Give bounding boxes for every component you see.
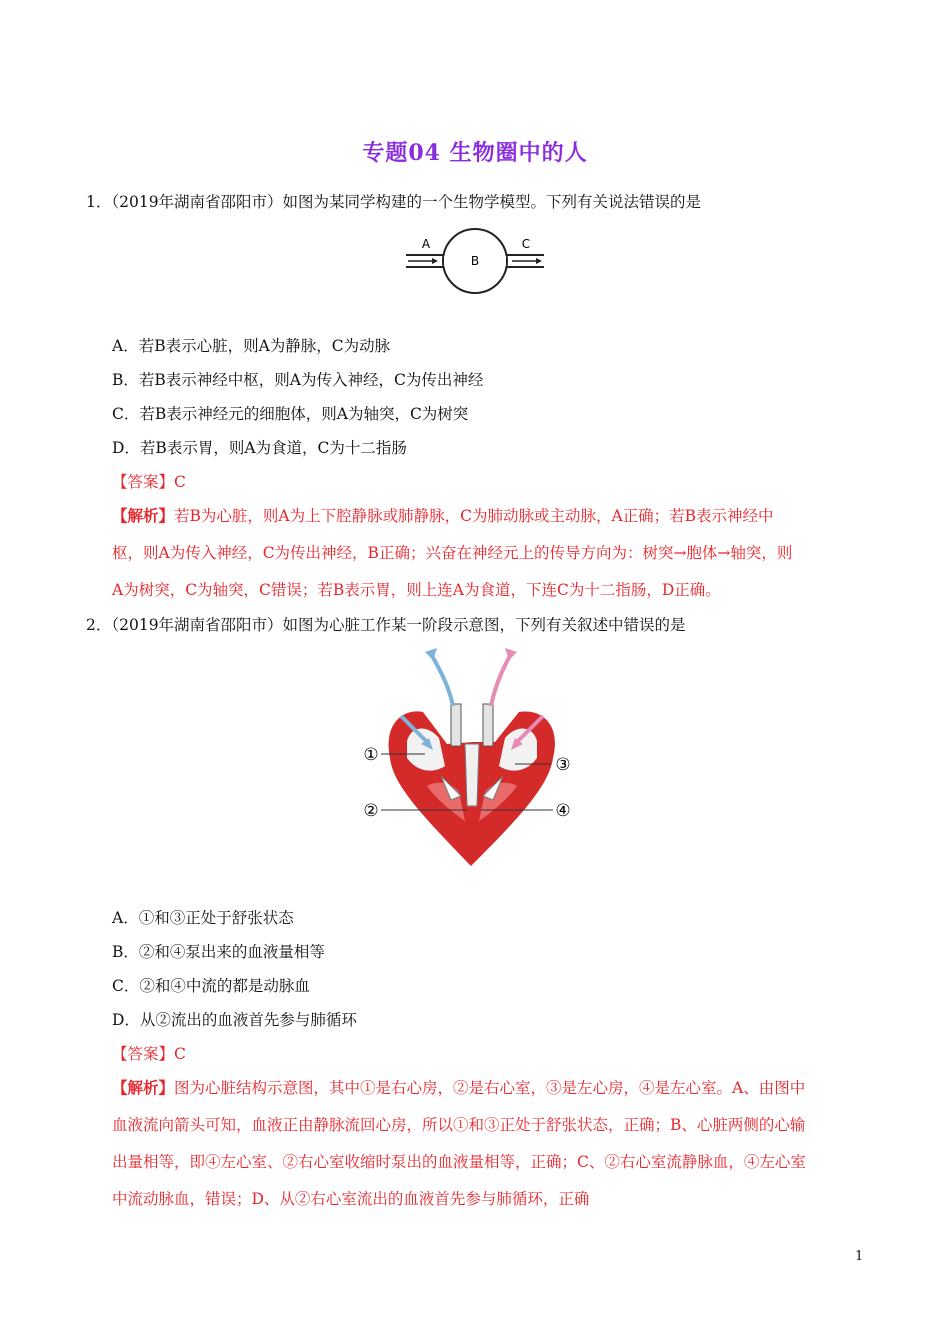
question-1-figure xyxy=(400,228,550,298)
analysis-line: 枢，则A为传入神经，C为传出神经，B正确；兴奋在神经元上的传导方向为：树突→胞体→轴突，则 xyxy=(112,544,793,562)
blue-arrow-up xyxy=(431,654,453,706)
flow-arrowhead-right xyxy=(536,258,542,264)
analysis-line: 血液流向箭头可知，血液正由静脉流回心房，所以①和③正处于舒张状态，正确；B、心脏两侧的心输 xyxy=(112,1116,806,1134)
label-c: C xyxy=(521,237,531,251)
center-septum xyxy=(465,744,479,806)
question-1-stem: 1．（2019年湖南省邵阳市）如图为某同学构建的一个生物学模型。下列有关说法错误的是 xyxy=(86,193,702,211)
question-2-option-c: C．②和④中流的都是动脉血 xyxy=(112,977,310,995)
pink-arrow-up xyxy=(491,654,511,706)
label-1: ① xyxy=(363,745,379,765)
question-2-option-a: A．①和③正处于舒张状态 xyxy=(112,909,294,927)
label-2: ② xyxy=(363,801,379,821)
analysis-line: A为树突，C为轴突，C错误；若B表示胃，则上连A为食道，下连C为十二指肠，D正确。 xyxy=(112,581,721,599)
question-1-option-c: C．若B表示神经元的细胞体，则A为轴突，C为树突 xyxy=(112,405,469,423)
page-title: 专题04 生物圈中的人 xyxy=(362,140,588,166)
question-2-option-b: B．②和④泵出来的血液量相等 xyxy=(112,943,325,961)
flow-arrowhead-left xyxy=(432,258,438,264)
question-2-option-d: D．从②流出的血液首先参与肺循环 xyxy=(112,1011,357,1029)
question-1-analysis xyxy=(112,497,864,609)
question-2-stem: 2．（2019年湖南省邵阳市）如图为心脏工作某一阶段示意图，下列有关叙述中错误的是 xyxy=(86,616,686,634)
analysis-label: 【解析】 xyxy=(112,1078,175,1097)
question-2-analysis xyxy=(112,1069,864,1218)
aorta-vessel xyxy=(451,704,461,746)
analysis-line: 中流动脉血，错误；D、从②右心室流出的血液首先参与肺循环，正确 xyxy=(112,1190,590,1208)
page-number: 1 xyxy=(855,1249,864,1264)
analysis-line: 图为心脏结构示意图，其中①是右心房，②是右心室，③是左心房，④是左心室。A、由图中 xyxy=(174,1079,806,1097)
heart-diagram xyxy=(355,646,590,871)
question-1-answer: 【答案】C xyxy=(112,473,186,491)
question-1-option-d: D．若B表示胃，则A为食道，C为十二指肠 xyxy=(112,439,407,457)
question-2-answer: 【答案】C xyxy=(112,1045,186,1063)
label-b: B xyxy=(470,254,480,268)
analysis-line: 出量相等，即④左心室、②右心室收缩时泵出的血液量相等，正确；C、②右心室流静脉血，④左心室 xyxy=(112,1153,806,1171)
label-4: ④ xyxy=(555,801,571,821)
pulmonary-vessel xyxy=(483,704,493,746)
analysis-label: 【解析】 xyxy=(112,506,175,525)
analysis-line: 若B为心脏，则A为上下腔静脉或肺静脉，C为肺动脉或主动脉，A正确；若B表示神经中 xyxy=(174,507,774,525)
question-1-option-a: A．若B表示心脏，则A为静脉，C为动脉 xyxy=(112,337,391,355)
label-a: A xyxy=(421,237,431,251)
label-3: ③ xyxy=(555,755,571,775)
question-1-option-b: B．若B表示神经中枢，则A为传入神经，C为传出神经 xyxy=(112,371,484,389)
